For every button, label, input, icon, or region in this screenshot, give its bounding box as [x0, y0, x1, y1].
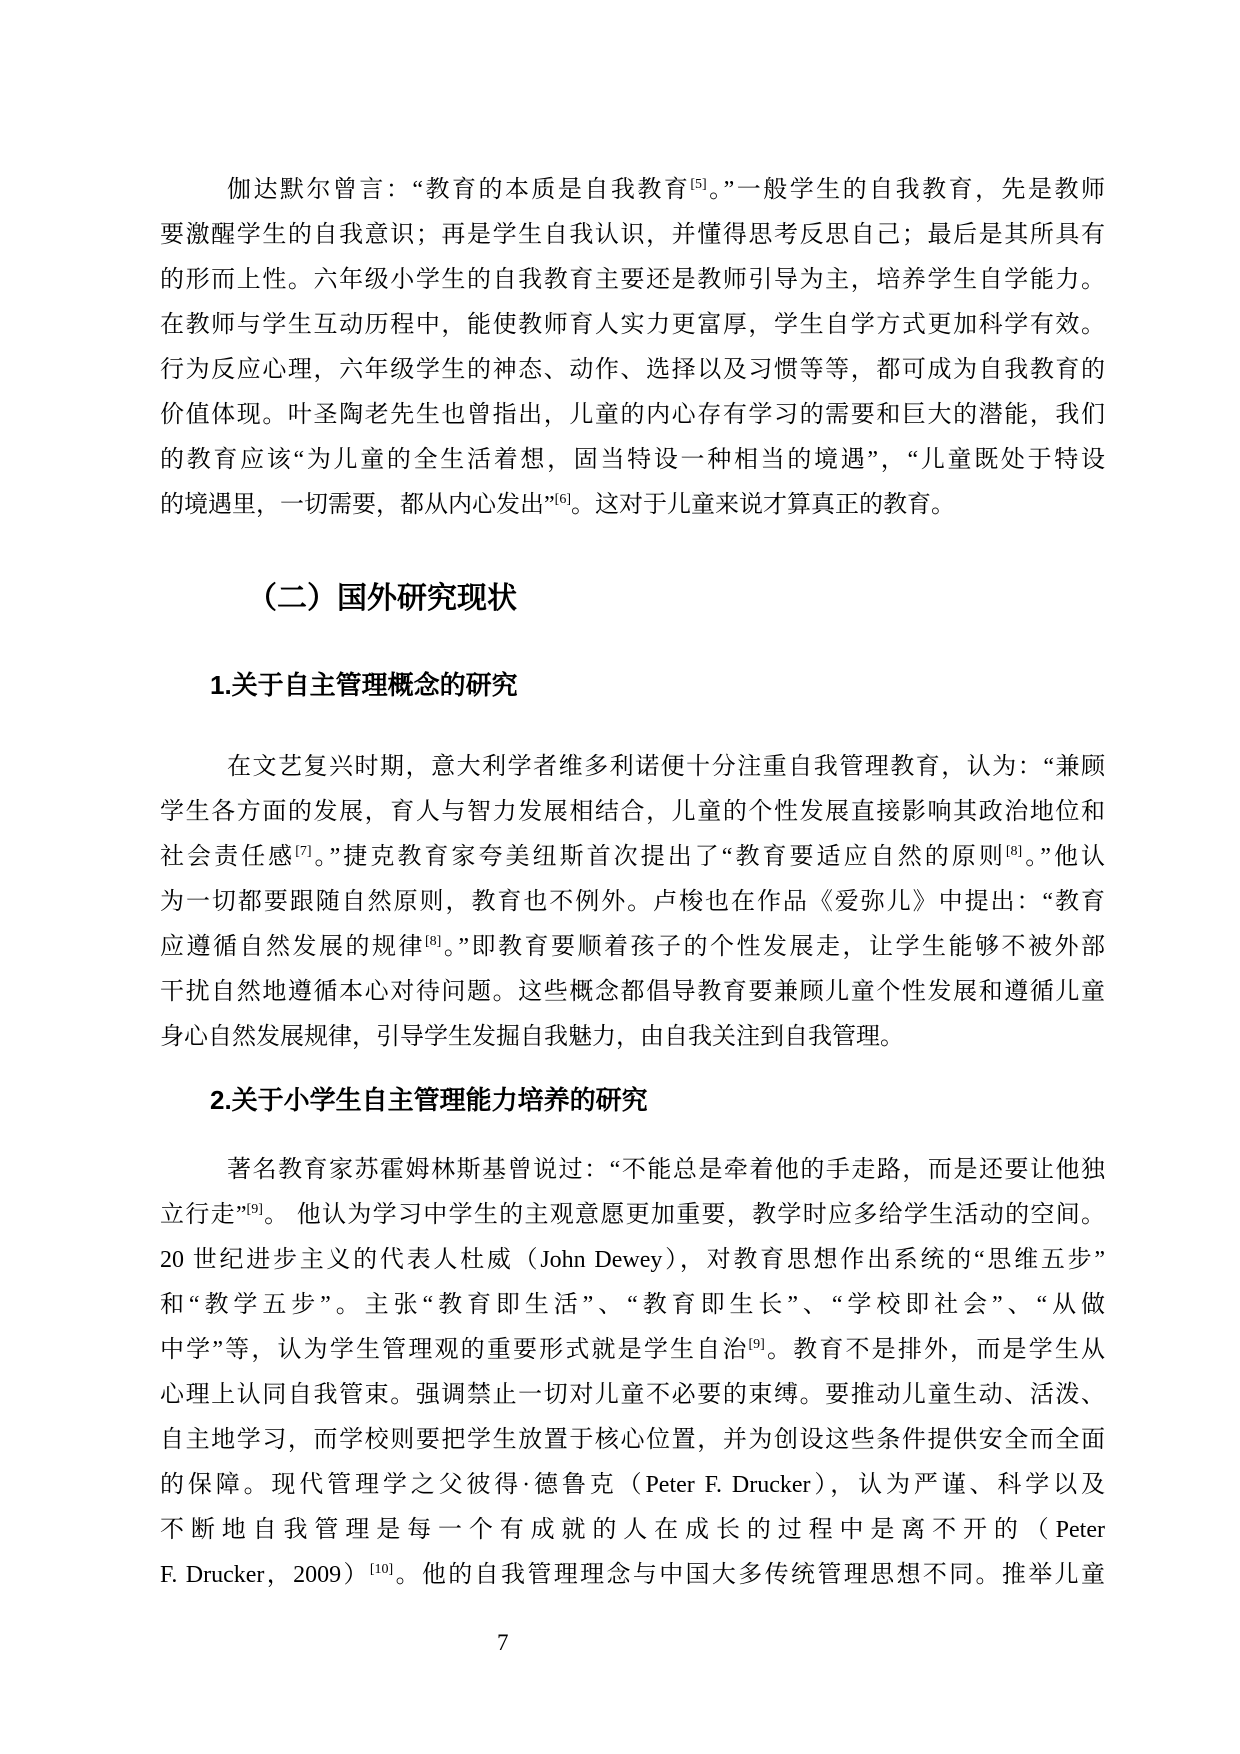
text-line: 在文艺复兴时期，意大利学者维多利诺便十分注重自我管理教育，认为：“兼顾	[227, 754, 1105, 780]
citation-ref: [8]	[425, 934, 442, 949]
paragraph-intro	[160, 168, 1105, 528]
text-line: 行为反应心理，六年级学生的神态、动作、选择以及习惯等等，都可成为自我教育的	[160, 357, 1105, 383]
text-line: 要激醒学生的自我意识；再是学生自我认识，并懂得思考反思自己；最后是其所具有	[160, 222, 1105, 248]
text-line: 中学”等，认为学生管理观的重要形式就是学生自治[9]。教育不是排外，而是学生从	[160, 1337, 1105, 1363]
text-line: 20 世纪进步主义的代表人杜威（John Dewey），对教育思想作出系统的“思维五步”	[160, 1247, 1105, 1273]
text-line: 著名教育家苏霍姆林斯基曾说过：“不能总是牵着他的手走路，而是还要让他独	[227, 1157, 1105, 1183]
citation-ref: [7]	[295, 844, 312, 859]
text-line: 的保障。现代管理学之父彼得·德鲁克（Peter F. Drucker），认为严谨、科学以及	[160, 1472, 1105, 1498]
text-line: 自主地学习，而学校则要把学生放置于核心位置，并为创设这些条件提供安全而全面	[160, 1427, 1105, 1453]
text-line: 社会责任感[7]。”捷克教育家夸美纽斯首次提出了“教育要适应自然的原则[8]。”他认	[160, 844, 1105, 870]
text-line: 不断地自我管理是每一个有成就的人在成长的过程中是离不开的（Peter	[160, 1517, 1105, 1543]
citation-ref: [10]	[369, 1562, 394, 1577]
text-line: 和“教学五步”。主张“教育即生活”、“教育即生长”、“学校即社会”、“从做	[160, 1292, 1105, 1318]
section-heading: （二）国外研究现状	[247, 582, 517, 615]
citation-ref: [9]	[246, 1202, 263, 1217]
text-line: 立行走”[9]。 他认为学习中学生的主观意愿更加重要，教学时应多给学生活动的空间。	[160, 1202, 1105, 1228]
text-line: 的形而上性。六年级小学生的自我教育主要还是教师引导为主，培养学生自学能力。	[160, 267, 1105, 293]
text-line: 伽达默尔曾言：“教育的本质是自我教育[5]。”一般学生的自我教育，先是教师	[227, 177, 1105, 203]
text-line: 干扰自然地遵循本心对待问题。这些概念都倡导教育要兼顾儿童个性发展和遵循儿童	[160, 979, 1105, 1005]
text-line: 的境遇里，一切需要，都从内心发出”[6]。这对于儿童来说才算真正的教育。	[160, 492, 955, 518]
text-line: 身心自然发展规律，引导学生发掘自我魅力，由自我关注到自我管理。	[160, 1024, 904, 1050]
page-number: 7	[497, 1630, 509, 1655]
citation-ref: [9]	[748, 1337, 765, 1352]
text-line: 价值体现。叶圣陶老先生也曾指出，儿童的内心存有学习的需要和巨大的潜能，我们	[160, 402, 1105, 428]
paragraph-cultivation-research	[160, 1148, 1105, 1598]
citation-ref: [6]	[554, 492, 571, 507]
text-line: 的教育应该“为儿童的全生活着想，固当特设一种相当的境遇”，“儿童既处于特设	[160, 447, 1105, 473]
citation-ref: [5]	[690, 177, 707, 192]
text-line: 心理上认同自我管束。强调禁止一切对儿童不必要的束缚。要推动儿童生动、活泼、	[160, 1382, 1105, 1408]
subheading-concept-research: 1.关于自主管理概念的研究	[210, 670, 518, 700]
text-line: 学生各方面的发展，育人与智力发展相结合，儿童的个性发展直接影响其政治地位和	[160, 799, 1105, 825]
text-line: 应遵循自然发展的规律[8]。”即教育要顺着孩子的个性发展走，让学生能够不被外部	[160, 934, 1106, 960]
text-line: F. Drucker，2009）[10]。他的自我管理理念与中国大多传统管理思想不同。推举儿童	[160, 1562, 1106, 1588]
citation-ref: [8]	[1005, 844, 1023, 859]
paragraph-concept-research	[160, 745, 1105, 1060]
text-line: 为一切都要跟随自然原则，教育也不例外。卢梭也在作品《爱弥儿》中提出：“教育	[160, 889, 1105, 915]
text-line: 在教师与学生互动历程中，能使教师育人实力更富厚，学生自学方式更加科学有效。	[160, 312, 1105, 338]
subheading-cultivation-research: 2.关于小学生自主管理能力培养的研究	[210, 1085, 648, 1115]
